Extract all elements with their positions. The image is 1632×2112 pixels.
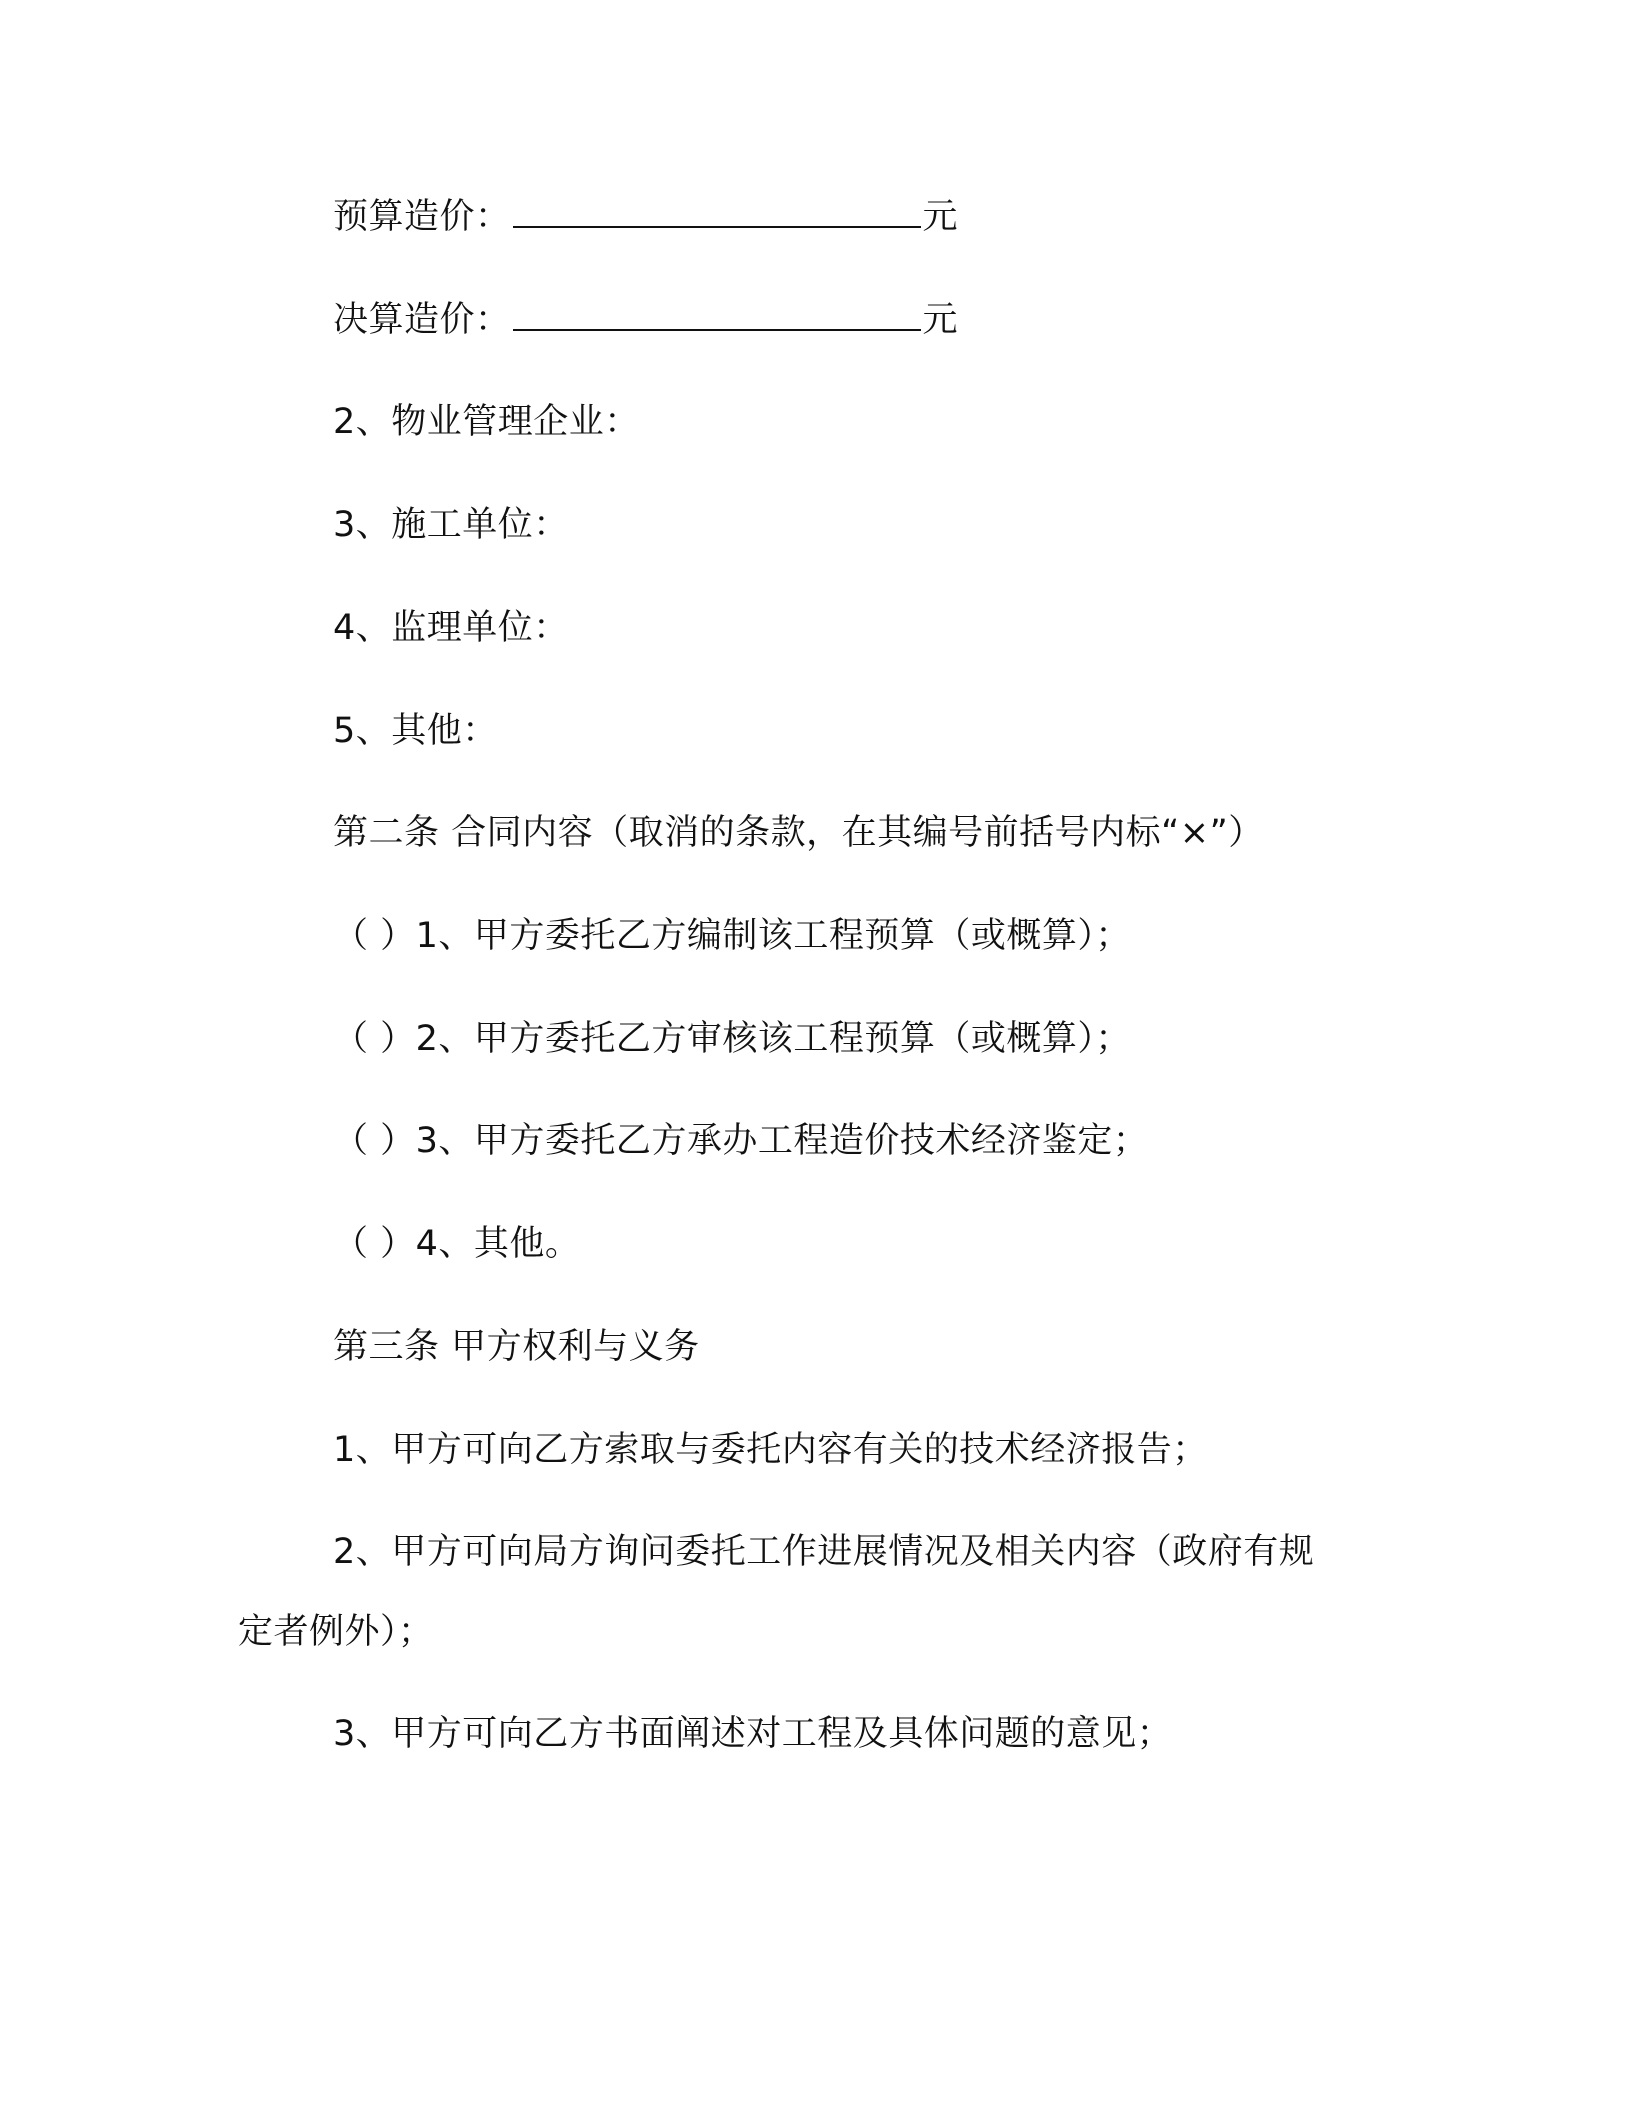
article2-item-2: （ ）2、甲方委托乙方审核该工程预算（或概算）；: [333, 1019, 1131, 1059]
final-cost-blank[interactable]: [513, 299, 921, 331]
final-cost-label: 决算造价：: [333, 300, 511, 340]
budget-cost-unit: 元: [922, 197, 959, 237]
budget-cost-line: [333, 195, 958, 239]
final-cost-unit: 元: [922, 300, 959, 340]
article3-item-2-continued: 定者例外）；: [238, 1612, 434, 1652]
property-company-line: 2、物业管理企业：: [333, 402, 640, 442]
article3-item-3: 3、甲方可向乙方书面阐述对工程及具体问题的意见；: [333, 1714, 1173, 1754]
budget-cost-blank[interactable]: [513, 196, 921, 228]
article3-item-1: 1、甲方可向乙方索取与委托内容有关的技术经济报告；: [333, 1430, 1208, 1470]
article2-item-4: （ ）4、其他。: [333, 1224, 581, 1264]
article2-item-1: （ ）1、甲方委托乙方编制该工程预算（或概算）；: [333, 916, 1131, 956]
article3-item-2: 2、甲方可向局方询问委托工作进展情况及相关内容（政府有规: [333, 1532, 1315, 1572]
construction-unit-line: 3、施工单位：: [333, 505, 569, 545]
budget-cost-label: 预算造价：: [333, 197, 511, 237]
supervision-unit-line: 4、监理单位：: [333, 608, 569, 648]
article2-item-3: （ ）3、甲方委托乙方承办工程造价技术经济鉴定；: [333, 1121, 1149, 1161]
other-party-line: 5、其他：: [333, 711, 498, 751]
final-cost-line: [333, 298, 958, 342]
article2-title: 第二条 合同内容（取消的条款，在其编号前括号内标“×”）: [333, 813, 1264, 853]
article3-title: 第三条 甲方权利与义务: [333, 1327, 700, 1367]
